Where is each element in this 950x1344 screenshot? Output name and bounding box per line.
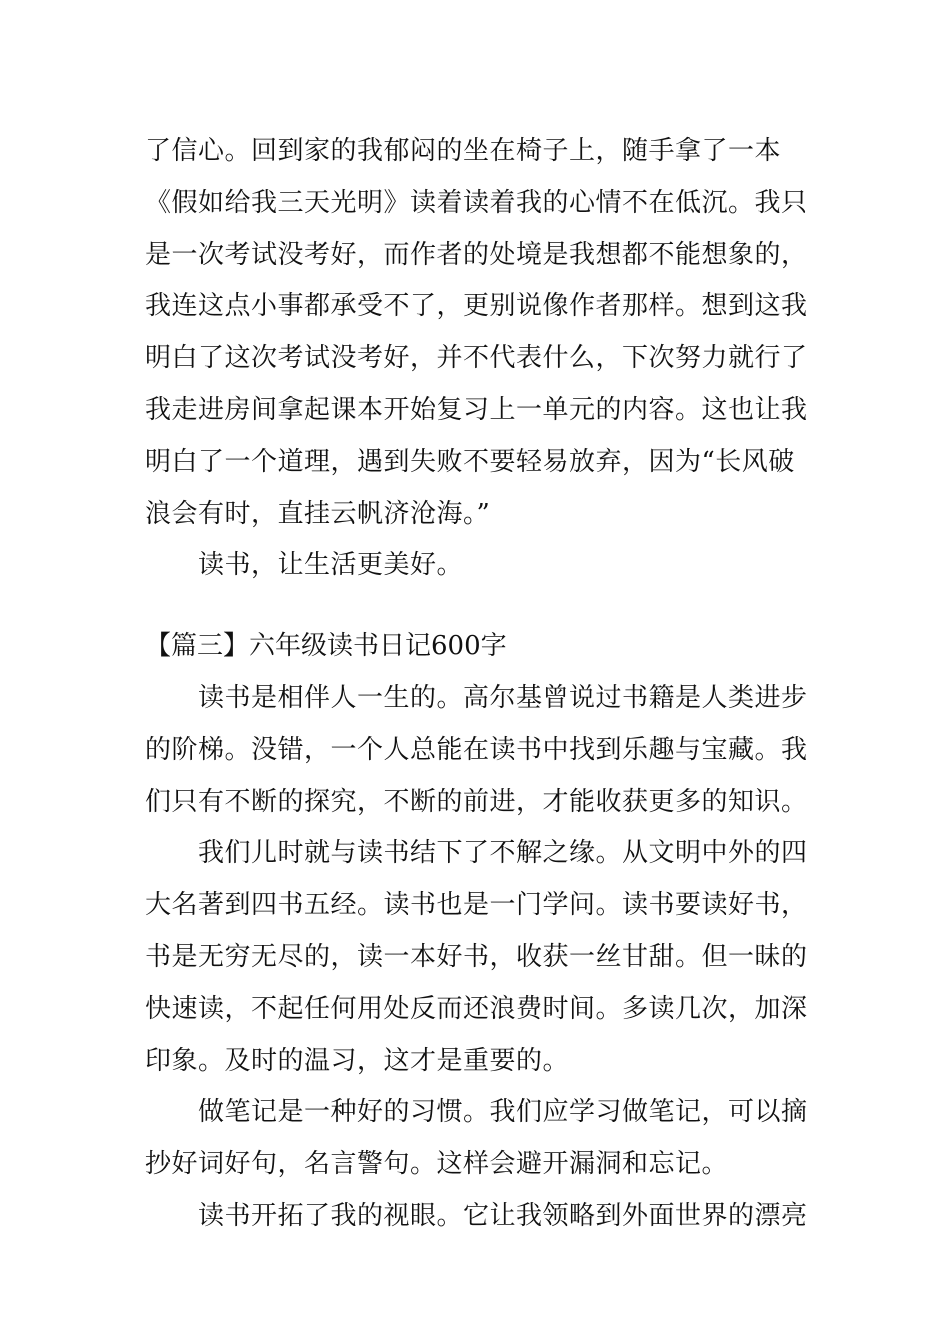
text-line: 的阶梯。没错，一个人总能在读书中找到乐趣与宝藏。我 <box>145 734 808 765</box>
text-line: 读书，让生活更美好。 <box>198 550 464 581</box>
text-line: 明白了一个道理，遇到失败不要轻易放弃，因为“长风破 <box>145 446 795 477</box>
text-line: 快速读，不起任何用处反而还浪费时间。多读几次，加深 <box>145 993 808 1024</box>
text-line: 我连这点小事都承受不了，更别说像作者那样。想到这我 <box>145 291 808 322</box>
text-line: 读书开拓了我的视眼。它让我领略到外面世界的漂亮 <box>198 1200 808 1231</box>
section-heading: 【篇三】六年级读书日记600字 <box>145 631 507 661</box>
text-line: 大名著到四书五经。读书也是一门学问。读书要读好书， <box>145 890 808 921</box>
text-line: 书是无穷无尽的，读一本好书，收获一丝甘甜。但一昧的 <box>145 941 808 972</box>
text-line: 是一次考试没考好，而作者的处境是我想都不能想象的， <box>145 239 808 270</box>
section-two-text <box>145 673 810 1243</box>
text-line: 们只有不断的探究，不断的前进，才能收获更多的知识。 <box>145 786 808 817</box>
text-line: 《假如给我三天光明》读着读着我的心情不在低沉。我只 <box>145 187 808 218</box>
text-line: 抄好词好句，名言警句。这样会避开漏洞和忘记。 <box>145 1149 729 1180</box>
text-line: 了信心。回到家的我郁闷的坐在椅子上，随手拿了一本 <box>145 136 782 166</box>
text-line: 做笔记是一种好的习惯。我们应学习做笔记，可以摘 <box>198 1097 808 1128</box>
section-one-text <box>145 126 810 592</box>
text-line: 明白了这次考试没考好，并不代表什么，下次努力就行了 <box>145 343 808 374</box>
text-line: 印象。及时的温习，这才是重要的。 <box>145 1045 570 1076</box>
text-line: 我走进房间拿起课本开始复习上一单元的内容。这也让我 <box>145 394 808 425</box>
text-line: 我们儿时就与读书结下了不解之缘。从文明中外的四 <box>198 838 808 869</box>
text-line: 浪会有时，直挂云帆济沧海。” <box>145 498 491 529</box>
text-line: 读书是相伴人一生的。高尔基曾说过书籍是人类进步 <box>198 683 808 713</box>
